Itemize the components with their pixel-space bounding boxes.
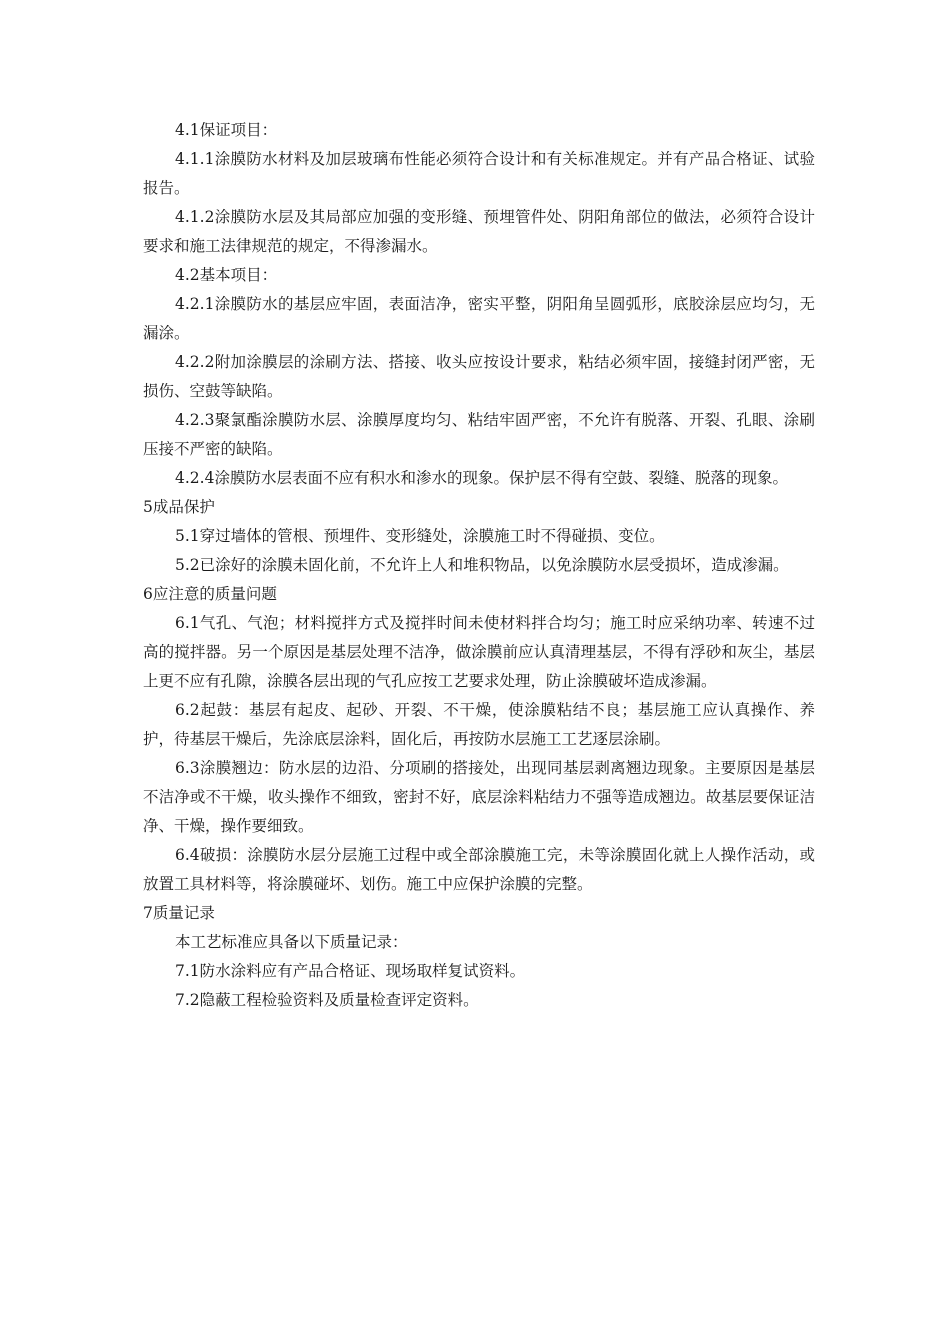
paragraph-6-3: 6.3涂膜翘边：防水层的边沿、分项刷的搭接处，出现同基层剥离翘边现象。主要原因是基层不洁净或不干燥，收头操作不细致，密封不好，底层涂料粘结力不强等造成翘边。故基层要保证洁净、干燥，操作要细致。 [143,759,815,835]
paragraph-6-4: 6.4破损：涂膜防水层分层施工过程中或全部涂膜施工完，未等涂膜固化就上人操作活动，或放置工具材料等，将涂膜碰坏、划伤。施工中应保护涂膜的完整。 [143,846,815,893]
paragraph-6-2: 6.2起鼓：基层有起皮、起砂、开裂、不干燥，使涂膜粘结不良；基层施工应认真操作、养护，待基层干燥后，先涂底层涂料，固化后，再按防水层施工工艺逐层涂刷。 [143,701,815,748]
paragraph-4-1-1: 4.1.1涂膜防水材料及加层玻璃布性能必须符合设计和有关标准规定。并有产品合格证、试验报告。 [143,150,815,197]
paragraph-5-1: 5.1穿过墙体的管根、预埋件、变形缝处，涂膜施工时不得碰损、变位。 [175,527,665,545]
paragraph-4-2-4: 4.2.4涂膜防水层表面不应有积水和渗水的现象。保护层不得有空鼓、裂缝、脱落的现象。 [175,469,788,487]
paragraph-7-1: 7.1防水涂料应有产品合格证、现场取样复试资料。 [175,962,526,980]
paragraph-5-2: 5.2已涂好的涂膜未固化前，不允许上人和堆积物品，以免涂膜防水层受损坏，造成渗漏。 [175,556,789,574]
paragraph-7-intro: 本工艺标准应具备以下质量记录： [175,933,408,951]
paragraph-4-2: 4.2基本项目： [175,266,278,284]
section-heading-6: 6应注意的质量问题 [143,585,277,603]
paragraph-4-1-2: 4.1.2涂膜防水层及其局部应加强的变形缝、预埋管件处、阴阳角部位的做法，必须符合设计要求和施工法律规范的规定，不得渗漏水。 [143,208,815,255]
paragraph-7-2: 7.2隐蔽工程检验资料及质量检查评定资料。 [175,991,479,1009]
paragraph-6-1: 6.1气孔、气泡；材料搅拌方式及搅拌时间未使材料拌合均匀；施工时应采纳功率、转速不过高的搅拌器。另一个原因是基层处理不洁净，做涂膜前应认真清理基层，不得有浮砂和灰尘，基层上更不应有孔隙，涂膜各层出现的气孔应按工艺要求处理，防止涂膜破坏造成渗漏。 [143,614,815,690]
section-heading-5: 5成品保护 [143,498,215,516]
paragraph-4-2-2: 4.2.2附加涂膜层的涂刷方法、搭接、收头应按设计要求，粘结必须牢固，接缝封闭严密，无损伤、空鼓等缺陷。 [143,353,815,400]
paragraph-4-1: 4.1保证项目： [175,121,278,139]
document-page [143,116,815,1015]
paragraph-4-2-3: 4.2.3聚氯酯涂膜防水层、涂膜厚度均匀、粘结牢固严密，不允许有脱落、开裂、孔眼、涂刷压接不严密的缺陷。 [143,411,815,458]
section-heading-7: 7质量记录 [143,904,215,922]
paragraph-4-2-1: 4.2.1涂膜防水的基层应牢固，表面洁净，密实平整，阴阳角呈圆弧形，底胶涂层应均匀，无漏涂。 [143,295,815,342]
